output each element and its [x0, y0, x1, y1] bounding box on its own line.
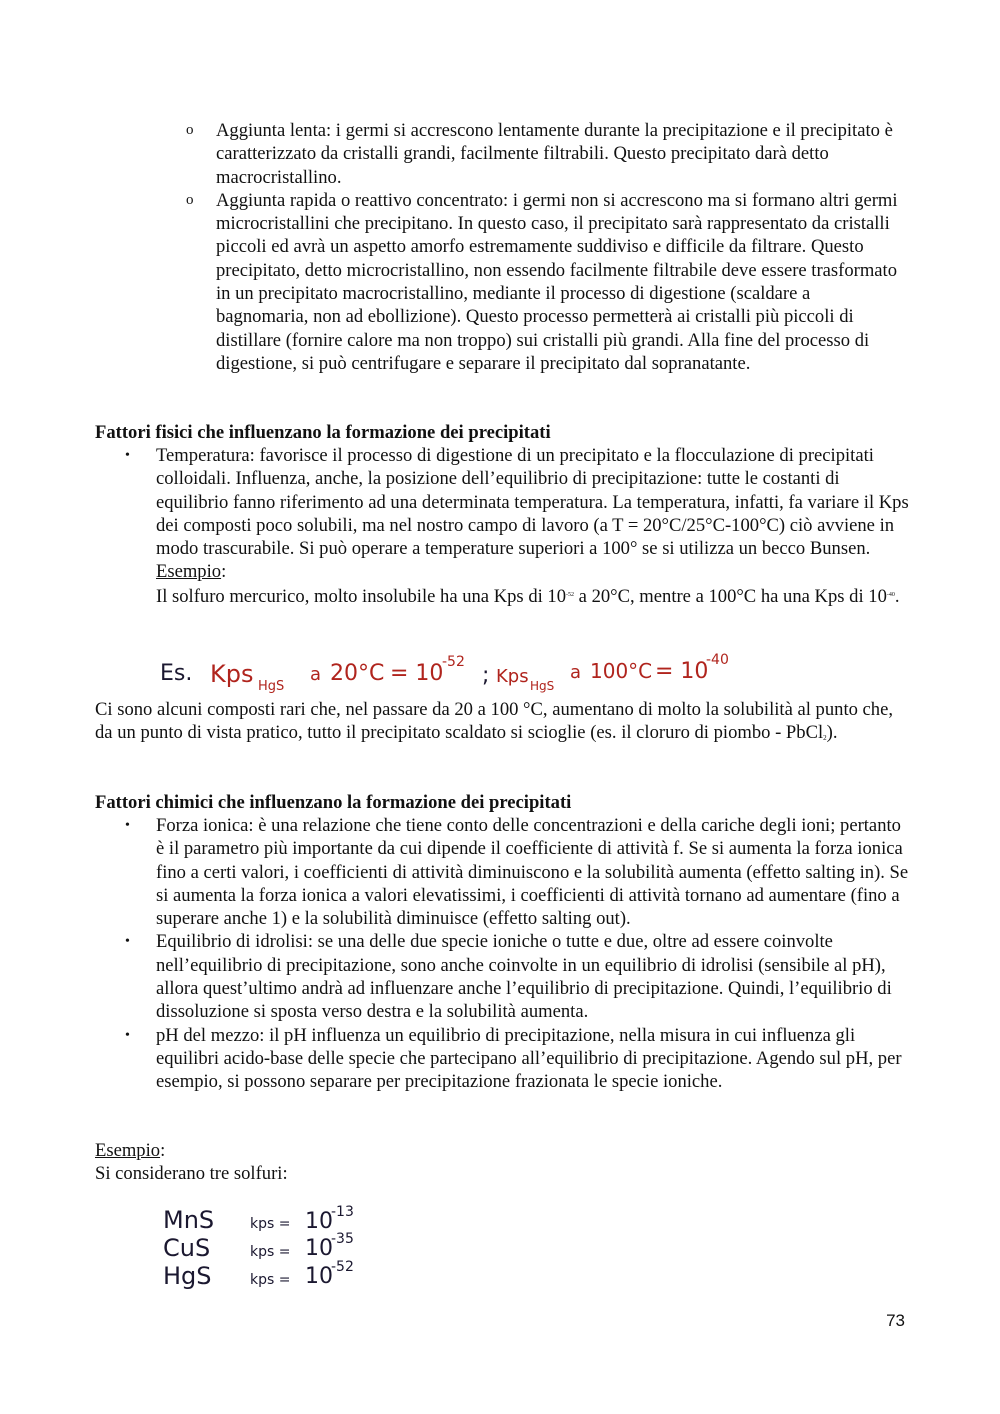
hw-equals-ten: = 10 — [655, 659, 709, 684]
sulfide-formula: MnS — [163, 1206, 215, 1234]
hw-semicolon: ; — [482, 663, 490, 688]
hw-subscript: HgS — [258, 679, 285, 694]
example-line — [156, 560, 910, 583]
hw-a: a — [310, 664, 322, 685]
hw-subscript: HgS — [530, 679, 555, 693]
example-colon: : — [221, 561, 227, 583]
sulfide-formula: HgS — [163, 1262, 212, 1290]
paragraph-text: Ci sono alcuni composti rari che, nel passare da 20 a 100 °C, aumentano di molto la solubilità al punto che, da un punto di vista pratico, tutto il precipitato scaldato si scioglie (es. il cloruro di piombo - PbCl — [95, 699, 894, 744]
sulfide-row — [163, 1259, 354, 1290]
handwritten-kps-note — [150, 650, 750, 694]
sulfide-row — [163, 1231, 354, 1262]
list-marker-o: o — [186, 122, 194, 138]
list-item — [125, 930, 910, 1023]
hw-exponent: -52 — [442, 654, 465, 670]
exponent: -52 — [566, 591, 575, 598]
sub-item-text: Aggiunta lenta: i germi si accrescono lentamente durante la precipitazione e il precipitato è caratterizzato da cristalli grandi, facilmente filtrabili. Questo precipitato darà detto macrocristallino. — [216, 120, 893, 188]
kps-label: kps = — [250, 1216, 291, 1232]
rare-compounds-paragraph — [95, 698, 910, 751]
kps-base: 10 — [305, 1264, 333, 1289]
paragraph-text: ). — [826, 722, 838, 744]
hw-kps: Kps — [496, 666, 529, 687]
list-item — [125, 444, 910, 608]
example-colon: : — [160, 1140, 166, 1161]
example-text-part: Il solfuro mercurico, molto insolubile ha una Kps di 10 — [156, 585, 567, 607]
hw-es: Es. — [160, 661, 193, 686]
hw-exponent: -40 — [706, 652, 729, 668]
sub-list-item — [186, 119, 906, 189]
page-number: 73 — [886, 1311, 905, 1330]
example-text: Si considerano tre solfuri: — [95, 1163, 288, 1185]
example-text-part: . — [894, 585, 900, 607]
list-item — [125, 814, 910, 930]
example-line — [95, 1139, 910, 1162]
subscript: 2 — [823, 734, 827, 743]
hw-kps: Kps — [210, 660, 254, 688]
sulfide-row — [163, 1204, 354, 1234]
chemical-factors-list — [125, 814, 910, 1094]
example2-block — [95, 1139, 910, 1186]
kps-label: kps = — [250, 1272, 291, 1288]
kps-exponent: -52 — [331, 1259, 354, 1275]
physical-factors-list — [125, 444, 910, 608]
sub-list-item — [186, 189, 906, 375]
example-text — [156, 584, 910, 608]
list-item — [125, 1024, 910, 1094]
list-marker-o: o — [186, 191, 194, 208]
example-label: Esempio — [156, 561, 222, 583]
bullet-text: Forza ionica: è una relazione che tiene conto delle concentrazioni e della cariche degli ioni; pertanto è il parametro più importante da cui dipende il coefficiente di attività f. Se si aumenta la forza ionica fino a certi valori, i coefficienti di attività diminuiscono e la solubilità aumenta (effetto salting in). Se si aumenta la forza ionica a valori elevatissimi, i coefficienti di attività tornano ad aumentare (fino a superare anche 1) e la solubilità diminuisce (effetto salting out). — [156, 815, 909, 930]
bullet-marker: • — [125, 1027, 130, 1043]
bullet-marker: • — [125, 934, 130, 950]
kps-base: 10 — [305, 1236, 333, 1261]
hw-equals-ten: = 10 — [390, 661, 444, 686]
kps-label: kps = — [250, 1244, 291, 1260]
section-heading-physical: Fattori fisici che influenzano la formazione dei precipitati — [95, 422, 551, 443]
handwritten-sulfides-table — [155, 1200, 395, 1300]
hw-temp: 100°C — [590, 659, 653, 683]
bullet-text: Equilibrio di idrolisi: se una delle due specie ioniche o tutte e due, oltre ad essere coinvolte nell’equilibrio di precipitazione, sono anche coinvolte in un equilibrio di idrolisi (sensibile al pH), allora quest’ultimo andrà ad influenzare anche l’equilibrio di precipitazione. Quindi, l’equilibrio di dissoluzione si sposta verso destra e la solubilità aumenta. — [156, 931, 892, 1023]
bullet-marker: • — [125, 448, 130, 463]
sub-item-text: Aggiunta rapida o reattivo concentrato: i germi non si accrescono ma si formano altri germi microcristallini che precipitano. In questo caso, il precipitato sarà rappresentato da cristalli piccoli ed avrà un aspetto amorfo estremamente suddiviso e difficile da filtrare. Questo precipitato, detto microcristallino, non essendo facilmente filtrabile deve essere trasformato in un precipitato macrocristallino, mediante il processo di digestione (scaldare a bagnomaria, non ad ebollizione). Questo processo permetterà ai cristalli più piccoli di distillare (fornire calore ma non troppo) sui cristalli più grandi. Alla fine del processo di digestione, si può centrifugare e separare il precipitato dal sopranatante. — [216, 189, 898, 374]
hw-temp: 20°C — [330, 661, 385, 686]
exponent: -40 — [886, 591, 895, 598]
example-text-part: a 20°C, mentre a 100°C ha una Kps di 10 — [574, 585, 887, 607]
bullet-text: pH del mezzo: il pH influenza un equilibrio di precipitazione, nella misura in cui influenza gli equilibri acido-base delle specie che partecipano all’equilibrio di precipitazione. Agendo sul pH, per esempio, si possono separare per precipitazione frazionata le specie ioniche. — [156, 1024, 902, 1093]
bullet-text: Temperatura: favorisce il processo di digestione di un precipitato e la flocculazione di precipitati colloidali. Influenza, anche, la posizione dell’equilibrio di precipitazione: tutte le costanti di equilibrio fanno riferimento ad una determinata temperatura. La temperatura, infatti, fa variare il Kps dei composti poco solubili, ma nel nostro campo di lavoro (a T = 20°C/25°C-100°C) ciò avviene in modo trascurabile. Si può operare a temperature superiori a 100° se si utilizza un becco Bunsen. — [156, 445, 909, 560]
kps-exponent: -35 — [331, 1231, 354, 1247]
kps-exponent: -13 — [331, 1204, 354, 1220]
kps-base: 10 — [305, 1209, 333, 1234]
hw-a: a — [570, 662, 582, 683]
section-heading-chemical: Fattori chimici che influenzano la formazione dei precipitati — [95, 792, 572, 813]
bullet-marker: • — [125, 818, 130, 833]
sub-list — [186, 119, 906, 375]
sulfide-formula: CuS — [163, 1234, 211, 1262]
example-label: Esempio — [95, 1140, 161, 1161]
